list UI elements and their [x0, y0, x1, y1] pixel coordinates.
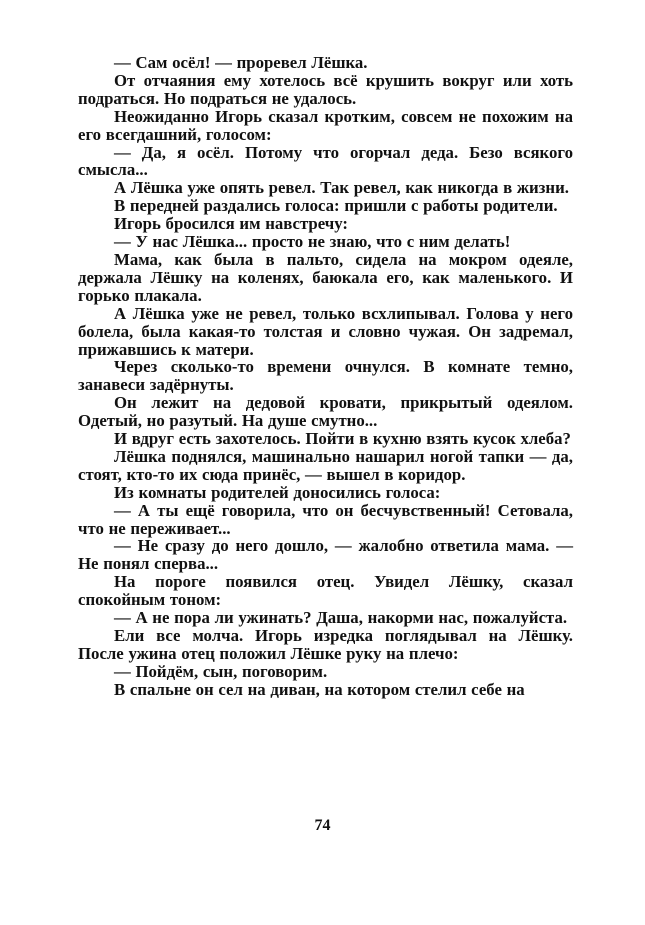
paragraph-20: Ели все молча. Игорь изредка поглядывал на Лёшку. После ужина отец положил Лёшке руку на плечо: [78, 626, 573, 663]
paragraph-6: В передней раздались голоса: пришли с работы родители. [114, 196, 558, 216]
paragraph-21: — Пойдём, сын, поговорим. [114, 661, 328, 681]
paragraph-22: В спальне он сел на диван, на котором стелил себе на [114, 679, 525, 699]
paragraph-4: — Да, я осёл. Потому что огорчал деда. Безо всякого смысла... [78, 142, 573, 180]
page-number: 74 [314, 817, 331, 834]
paragraph-17: — Не сразу до него дошло, — жалобно ответила мама. — Не понял сперва... [78, 536, 573, 574]
paragraph-2: От отчаяния ему хотелось всё крушить вокруг или хоть подраться. Но подраться не удалось. [78, 70, 573, 108]
paragraph-14: Лёшка поднялся, машинально нашарил ногой тапки — да, стоят, кто-то их сюда принёс, — вышел в коридор. [78, 446, 573, 484]
paragraph-19: — А не пора ли ужинать? Даша, накорми нас, пожалуйста. [114, 608, 568, 628]
paragraph-9: Мама, как была в пальто, сидела на мокром одеяле, держала Лёшку на коленях, баюкала его, как маленького. И горько плакала. [78, 249, 573, 305]
paragraph-18: На пороге появился отец. Увидел Лёшку, сказал спокойным тоном: [78, 572, 573, 610]
paragraph-12: Он лежит на дедовой кровати, прикрытый одеялом. Одетый, но разутый. На душе смутно... [78, 393, 573, 431]
page-body [78, 54, 573, 699]
paragraph-7: Игорь бросился им навстречу: [114, 214, 349, 234]
paragraph-5: А Лёшка уже опять ревел. Так ревел, как никогда в жизни. [114, 178, 569, 198]
paragraph-15: Из комнаты родителей доносились голоса: [114, 482, 441, 502]
paragraph-3: Неожиданно Игорь сказал кротким, совсем не похожим на его всегдашний, голосом: [78, 106, 573, 144]
paragraph-1: — Сам осёл! — проревел Лёшка. [114, 53, 368, 72]
paragraph-10: А Лёшка уже не ревел, только всхлипывал. Голова у него болела, была какая-то толстая и словно чужая. Он задремал, прижавшись к матери. [78, 303, 573, 359]
paragraph-13: И вдруг есть захотелось. Пойти в кухню взять кусок хлеба? [114, 429, 571, 449]
paragraph-16: — А ты ещё говорила, что он бесчувственный! Сетовала, что не переживает... [78, 500, 573, 538]
paragraph-11: Через сколько-то времени очнулся. В комнате темно, занавеси задёрнуты. [78, 357, 573, 395]
paragraph-8: — У нас Лёшка... просто не знаю, что с ним делать! [114, 232, 511, 252]
